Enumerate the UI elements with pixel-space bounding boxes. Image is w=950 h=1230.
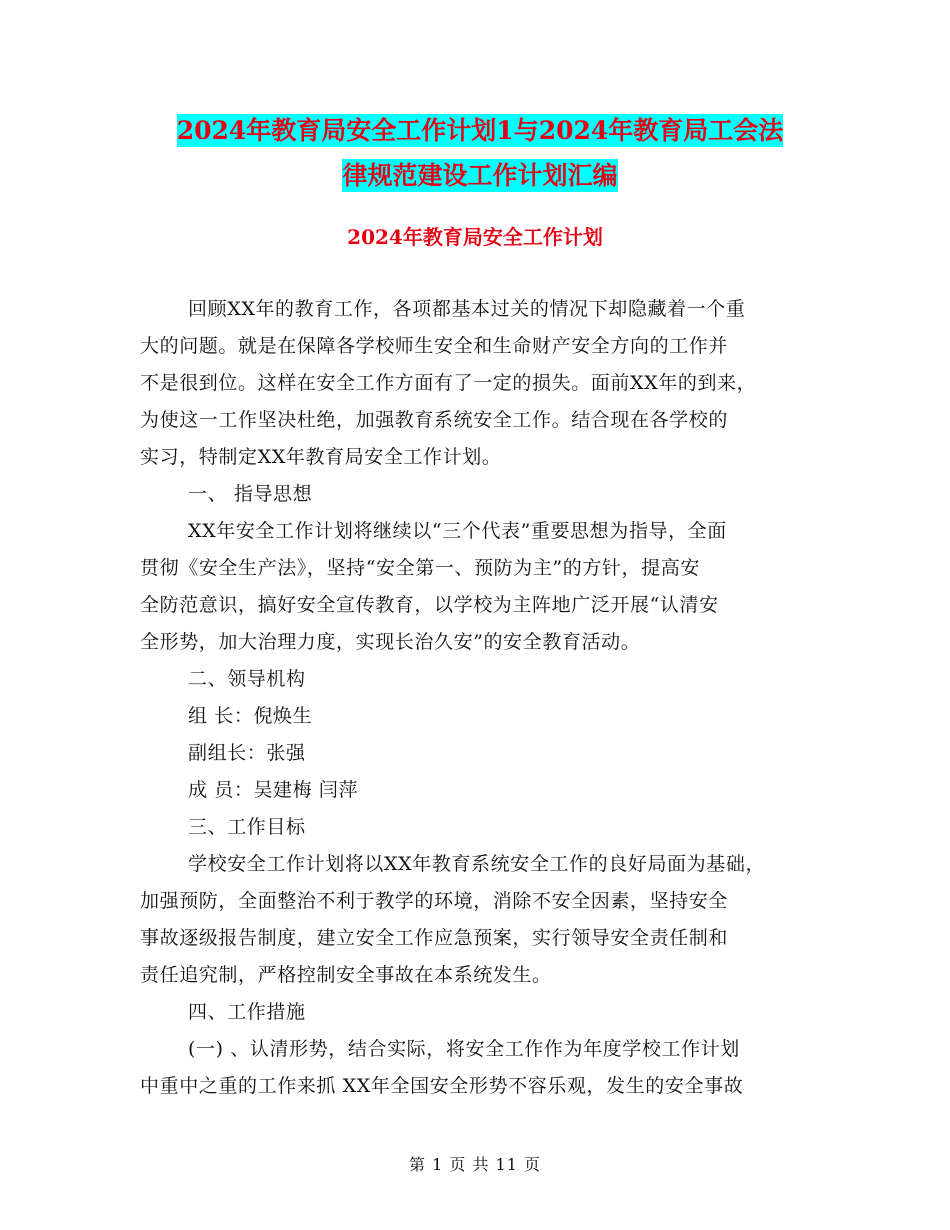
heading-leadership: 二、领导机构 bbox=[188, 668, 306, 690]
body-line: (一) 、认清形势，结合实际，将安全工作作为年度学校工作计划 bbox=[188, 1038, 740, 1060]
body-line: 加强预防，全面整治不利于教学的环境，消除不安全因素，坚持安全 bbox=[140, 890, 729, 912]
body-line: 学校安全工作计划将以XX年教育系统安全工作的良好局面为基础， bbox=[188, 853, 766, 875]
body-line: 不是很到位。这样在安全工作方面有了一定的损失。面前XX年的到来， bbox=[140, 372, 757, 394]
leader-line: 组 长：倪焕生 bbox=[188, 705, 313, 727]
document-body bbox=[140, 291, 820, 1105]
heading-guiding-ideology: 一、 指导思想 bbox=[188, 483, 313, 505]
body-line: 责任追究制，严格控制安全事故在本系统发生。 bbox=[140, 964, 552, 986]
body-line: 全防范意识，搞好安全宣传教育，以学校为主阵地广泛开展“认清安 bbox=[140, 594, 719, 616]
section-title: 2024年教育局安全工作计划 bbox=[347, 225, 603, 249]
body-line: 贯彻《安全生产法》，坚持“安全第一、预防为主”的方针，提高安 bbox=[140, 557, 700, 579]
body-line: 事故逐级报告制度，建立安全工作应急预案，实行领导安全责任制和 bbox=[140, 927, 729, 949]
body-line: 中重中之重的工作来抓 XX年全国安全形势不容乐观，发生的安全事故 bbox=[140, 1075, 744, 1097]
body-line: 大的问题。就是在保障各学校师生安全和生命财产安全方向的工作并 bbox=[140, 335, 729, 357]
body-line: 回顾XX年的教育工作，各项都基本过关的情况下却隐藏着一个重 bbox=[188, 298, 746, 320]
heading-work-goals: 三、工作目标 bbox=[188, 816, 306, 838]
title-line-2: 律规范建设工作计划汇编 bbox=[342, 161, 618, 190]
body-line: XX年安全工作计划将继续以“三个代表”重要思想为指导，全面 bbox=[188, 520, 727, 542]
body-line: 全形势，加大治理力度，实现长治久安”的安全教育活动。 bbox=[140, 631, 641, 653]
deputy-leader-line: 副组长：张强 bbox=[188, 742, 306, 764]
page-footer: 第 1 页 共 11 页 bbox=[409, 1155, 541, 1174]
heading-work-measures: 四、工作措施 bbox=[188, 1001, 306, 1023]
members-line: 成 员：吴建梅 闫萍 bbox=[188, 779, 359, 801]
body-line: 为使这一工作坚决杜绝，加强教育系统安全工作。结合现在各学校的 bbox=[140, 409, 729, 431]
body-line: 实习，特制定XX年教育局安全工作计划。 bbox=[140, 446, 502, 468]
document-title bbox=[140, 108, 820, 198]
title-line-1: 2024年教育局安全工作计划1与2024年教育局工会法 bbox=[176, 116, 784, 145]
